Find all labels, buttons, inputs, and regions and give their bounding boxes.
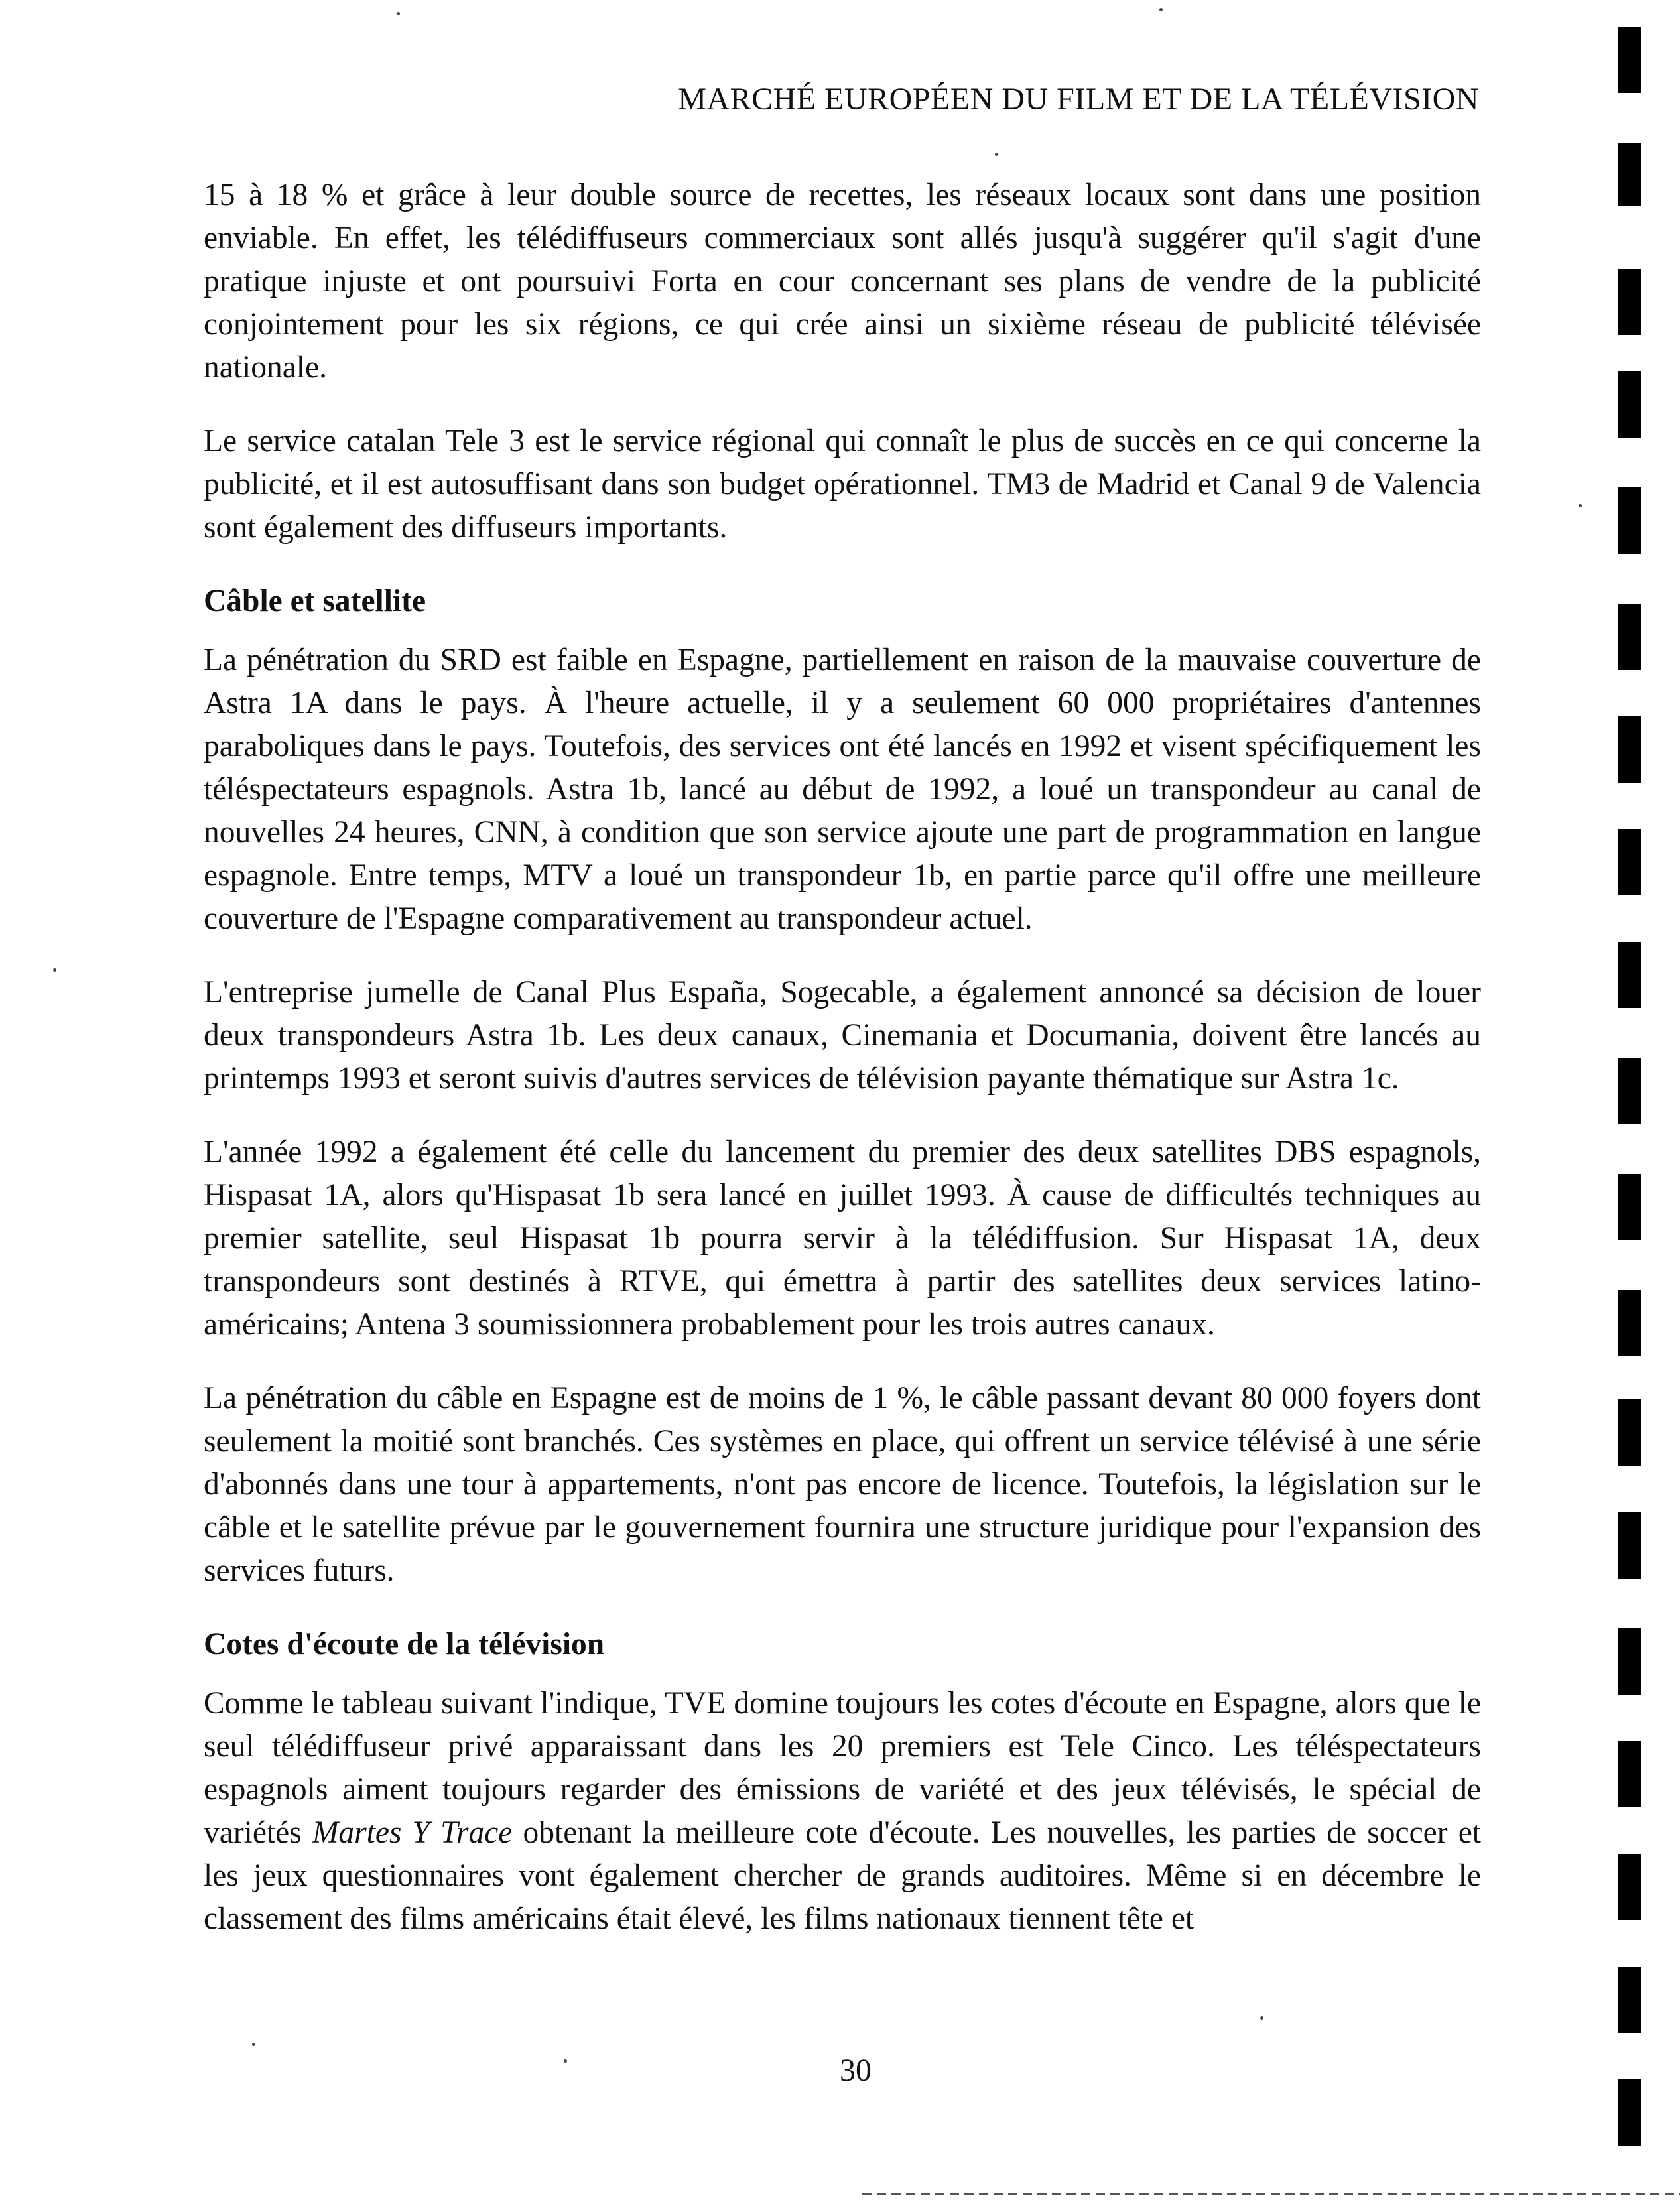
paragraph-3: La pénétration du SRD est faible en Espagne, partiellement en raison de la mauvaise couverture de Astra 1A dans le pays. À l'heure actuelle, il y a seulement 60 000 propriétaires d'antennes paraboliques dans le pays. Toutefois, des services ont été lancés en 1992 et visent spécifiquement les téléspectateurs espagnols. Astra 1b, lancé au début de 1992, a loué un transpondeur au canal de nouvelles 24 heures, CNN, à condition que son service ajoute une part de programmation en langue espagnole. Entre temps, MTV a loué un transpondeur 1b, en partie parce qu'il offre une meilleure couverture de l'Espagne comparativement au transpondeur actuel. [204,643,1481,936]
section-heading-ratings: Cotes d'écoute de la télévision [204,1627,605,1661]
scan-speck [1579,504,1582,507]
binding-mark [1618,1967,1641,2033]
paragraph-5: L'année 1992 a également été celle du lancement du premier des deux satellites DBS espagnols, Hispasat 1A, alors qu'Hispasat 1b sera lancé en juillet 1993. À cause de difficultés techniques au premier satellite, seul Hispasat 1b pourra servir à la télédiffusion. Sur Hispasat 1A, deux transpondeurs sont destinés à RTVE, qui émettra à partir des satellites deux services latino-américains; Antena 3 soumissionnera probablement pour les trois autres canaux. [204,1135,1481,1342]
scan-speck [1260,2016,1263,2020]
running-header: MARCHÉ EUROPÉEN DU FILM ET DE LA TÉLÉVISION [678,82,1479,117]
binding-mark [1618,1628,1641,1695]
scan-speck [564,2059,567,2063]
body-content [204,174,1481,1971]
binding-mark [1618,27,1641,93]
scan-speck [252,2043,255,2046]
show-title: Martes Y Trace [312,1815,513,1850]
binding-mark [1618,604,1641,670]
binding-mark [1618,716,1641,783]
binding-mark [1618,1512,1641,1579]
section-heading-cable-satellite: Câble et satellite [204,584,426,618]
binding-marks [1618,0,1658,2200]
binding-mark [1618,143,1641,206]
page-number: 30 [840,2053,872,2088]
scan-speck [995,153,998,156]
binding-mark [1618,1174,1641,1240]
paragraph-7-text-b: obtenant la meilleure cote d'écoute. Les nouvelles, les parties de soccer et les jeux questionnaires vont également chercher de grands auditoires. Même si en décembre le classement des films américains était élevé, les films nationaux tiennent tête et [204,1815,1481,1936]
paragraph-2: Le service catalan Tele 3 est le service régional qui connaît le plus de succès en ce qui concerne la publicité, et il est autosuffisant dans son budget opérationnel. TM3 de Madrid et Canal 9 de Valencia sont également des diffuseurs importants. [204,424,1481,545]
binding-mark [1618,1854,1641,1920]
scan-speck [53,968,56,972]
binding-mark [1618,829,1641,895]
binding-mark [1618,371,1641,438]
binding-mark [1618,1290,1641,1356]
binding-mark [1618,2079,1641,2146]
paragraph-1: 15 à 18 % et grâce à leur double source de recettes, les réseaux locaux sont dans une position enviable. En effet, les télédiffuseurs commerciaux sont allés jusqu'à suggérer qu'il s'agit d'une pratique injuste et ont poursuivi Forta en cour concernant ses plans de vendre de la publicité conjointement pour les six régions, ce qui crée ainsi un sixième réseau de publicité télévisée nationale. [204,178,1481,385]
binding-mark [1618,1741,1641,1807]
scan-speck [1159,8,1163,11]
paragraph-7-text-a: Comme le tableau suivant l'indique, TVE domine toujours les cotes d'écoute en Espagne, alors que le seul télédiffuseur privé apparaissant dans les 20 premiers est Tele Cinco. Les téléspectateurs espagnols aiment toujours regarder des émissions de variété et des jeux télévisés, le spécial de variétés [204,1686,1481,1850]
binding-mark [1618,487,1641,554]
binding-mark [1618,942,1641,1008]
bottom-edge-rule [862,2193,1680,2195]
binding-mark [1618,1058,1641,1124]
paragraph-7 [204,1682,1481,1941]
binding-mark [1618,1399,1641,1466]
scan-speck [397,12,400,15]
paragraph-4: L'entreprise jumelle de Canal Plus España, Sogecable, a également annoncé sa décision de louer deux transpondeurs Astra 1b. Les deux canaux, Cinemania et Documania, doivent être lancés au printemps 1993 et seront suivis d'autres services de télévision payante thématique sur Astra 1c. [204,975,1481,1096]
binding-mark [1618,269,1641,335]
paragraph-6: La pénétration du câble en Espagne est de moins de 1 %, le câble passant devant 80 000 foyers dont seulement la moitié sont branchés. Ces systèmes en place, qui offrent un service télévisé à une série d'abonnés dans une tour à appartements, n'ont pas encore de licence. Toutefois, la législation sur le câble et le satellite prévue par le gouvernement fournira une structure juridique pour l'expansion des services futurs. [204,1381,1481,1588]
